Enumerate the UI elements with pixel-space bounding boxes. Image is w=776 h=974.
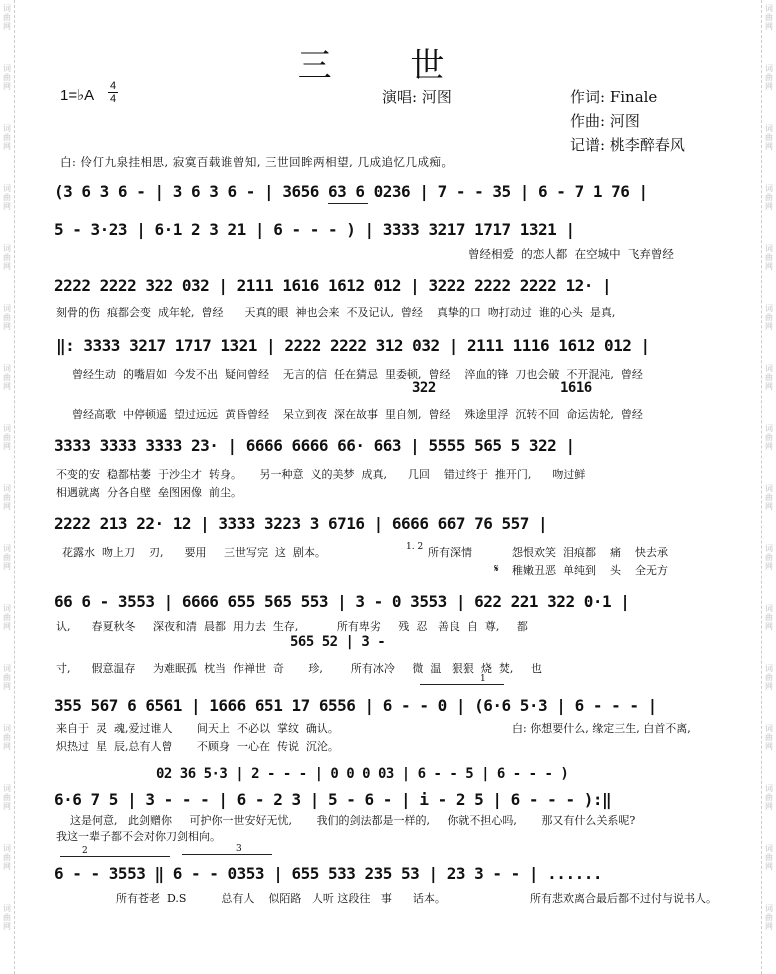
watermark-text: 词 曲 网 bbox=[765, 904, 773, 931]
lyric-row-5-verse-2: 相遇就离 分各自壁 垒图困像 前尘。 bbox=[56, 486, 242, 499]
watermark-text: 词 曲 网 bbox=[765, 784, 773, 811]
watermark-text: 词 曲 网 bbox=[765, 844, 773, 871]
singer-credit: 演唱: 河图 bbox=[382, 88, 452, 106]
key-signature: 1=♭A bbox=[60, 87, 95, 104]
lyric-row-4-verse-2: 曾经高歌 中停顿遥 望过远远 黄昏曾经 呆立到夜 深在故事 里自刎, 曾经 殊途里浮 沉转不回 命运齿轮, 曾经 bbox=[72, 408, 643, 421]
watermark-text: 词 曲 网 bbox=[3, 424, 11, 451]
watermark-text: 词 曲 网 bbox=[765, 724, 773, 751]
watermark-text: 词 曲 网 bbox=[3, 364, 11, 391]
watermark-text: 词 曲 网 bbox=[3, 124, 11, 151]
volta-bracket-1 bbox=[420, 684, 504, 685]
lyric-row-6-c: 稚嫩丑恶 单纯到 头 全无方 bbox=[512, 564, 668, 577]
watermark-text: 词 曲 网 bbox=[765, 544, 773, 571]
watermark-text: 词 曲 网 bbox=[3, 244, 11, 271]
lyric-row-2: 曾经相爱 的恋人都 在空城中 飞弃曾经 bbox=[468, 247, 674, 261]
notation-row-9-upper: 02 36 5·3 | 2 - - - | 0 0 0 03 | 6 - - 5 | 6 - - - ) bbox=[156, 766, 569, 782]
time-signature: 4 4 bbox=[109, 80, 117, 105]
composer-credit: 作曲: 河图 bbox=[570, 112, 640, 130]
watermark-text: 词 曲 网 bbox=[3, 784, 11, 811]
watermark-text: 词 曲 网 bbox=[765, 424, 773, 451]
narration-row-9-a: 这是何意, 此剑赠你 可护你一世安好无忧, 我们的剑法都是一样的, 你就不担心吗, 那又有什么关系呢? bbox=[70, 814, 636, 827]
notation-row-6: 2222 213 22· 12 | 3333 3223 3 6716 | 6666 667 76 557 | bbox=[54, 514, 548, 533]
lyric-row-6-a: 花露水 吻上刀 刃, 要用 三世写完 这 剧本。 bbox=[62, 546, 326, 559]
watermark-text: 词 曲 网 bbox=[765, 244, 773, 271]
watermark-text: 词 曲 网 bbox=[3, 304, 11, 331]
left-watermark-strip bbox=[0, 0, 15, 974]
notation-row-8: 355 567 6 6561 | 1666 651 17 6556 | 6 - - 0 | (6·6 5·3 | 6 - - - | bbox=[54, 696, 657, 715]
narration-row-9-b: 我这一辈子都不会对你刀剑相向。 bbox=[56, 830, 221, 843]
lyric-row-4-verse-1: 曾经生动 的嘴眉如 今发不出 疑问曾经 无言的信 任在猜忌 里委顿, 曾经 淬血的锋 刀也会破 不开混沌, 曾经 bbox=[72, 368, 643, 381]
watermark-text: 词 曲 网 bbox=[3, 184, 11, 211]
watermark-text: 词 曲 网 bbox=[765, 484, 773, 511]
lyric-row-6-b: 怨恨欢笑 泪痕都 痛 快去承 bbox=[512, 546, 668, 559]
watermark-text: 词 曲 网 bbox=[765, 4, 773, 31]
intro-narration: 白: 伶仃九泉挂相思, 寂寞百载谁曾知, 三世回眸两相望, 几成追忆几成痴。 bbox=[60, 155, 454, 169]
lyric-row-3: 刻骨的伤 痕都会变 成年轮, 曾经 天真的眼 神也会来 不及记认, 曾经 真挚的口 吻打动过 谁的心头 是真, bbox=[56, 306, 616, 319]
watermark-text: 词 曲 网 bbox=[765, 304, 773, 331]
watermark-text: 词 曲 网 bbox=[3, 484, 11, 511]
watermark-text: 词 曲 网 bbox=[765, 664, 773, 691]
lyric-row-6-deep: 所有深情 bbox=[428, 546, 472, 559]
segno-icon: 𝄋 bbox=[494, 562, 499, 575]
watermark-text: 词 曲 网 bbox=[3, 844, 11, 871]
watermark-text: 词 曲 网 bbox=[3, 724, 11, 751]
lyric-row-7-verse-1: 认, 春夏秋冬 深夜和清 晨都 用力去 生存, 所有卑劣 残 忍 善良 自 尊, 都 bbox=[56, 620, 528, 633]
beam-line bbox=[328, 203, 368, 204]
volta-number-3: 3 bbox=[236, 844, 242, 854]
lyric-row-8-verse-2: 炽热过 星 辰,总有人曾 不顾身 一心在 传说 沉沦。 bbox=[56, 740, 339, 753]
notation-row-3: 2222 2222 322 032 | 2111 1616 1612 012 | 3222 2222 2222 12· | bbox=[54, 276, 612, 295]
watermark-text: 词 曲 网 bbox=[765, 364, 773, 391]
volta-number-1: 1 bbox=[480, 674, 486, 684]
watermark-text: 词 曲 网 bbox=[765, 184, 773, 211]
watermark-text: 词 曲 网 bbox=[765, 64, 773, 91]
lyric-row-5-verse-1: 不变的安 稳都枯萎 于沙尘才 转身。 另一种意 义的美梦 成真, 几回 错过终于 推开门, 吻过鲜 bbox=[56, 468, 586, 481]
lyric-row-10: 所有苍老 D.S 总有人 似陌路 人听 这段往 事 话本。 bbox=[116, 892, 446, 905]
watermark-text: 词 曲 网 bbox=[3, 664, 11, 691]
narration-row-10: 所有悲欢离合最后都不过付与说书人。 bbox=[530, 892, 717, 905]
volta-bracket-2 bbox=[60, 856, 170, 857]
transcriber-credit: 记谱: 桃李醉春风 bbox=[570, 136, 685, 154]
watermark-text: 词 曲 网 bbox=[3, 4, 11, 31]
volta-1-2: 1. 2 bbox=[406, 542, 424, 552]
right-watermark-strip bbox=[761, 0, 776, 974]
narration-row-8: 白: 你想要什么, 缘定三生, 白首不离, bbox=[512, 722, 691, 735]
notation-row-2: 5 - 3·23 | 6·1 2 3 21 | 6 - - - ) | 3333 3217 1717 1321 | bbox=[54, 220, 575, 239]
volta-bracket-3 bbox=[182, 854, 272, 855]
lyric-row-7-verse-2: 寸, 假意温存 为难眠孤 枕当 作禅世 奇 珍, 所有冰冷 微 温 狠狠 烧 焚, 也 bbox=[56, 662, 542, 675]
watermark-text: 词 曲 网 bbox=[3, 604, 11, 631]
notation-row-7: 66 6 - 3553 | 6666 655 565 553 | 3 - 0 3553 | 622 221 322 0·1 | bbox=[54, 592, 630, 611]
lyricist-credit: 作词: Finale bbox=[570, 88, 658, 106]
notation-row-1: (3 6 3 6 - | 3 6 3 6 - | 3656 63 6 0236 | 7 - - 35 | 6 - 7 1 76 | bbox=[54, 182, 648, 201]
song-title: 三 世 bbox=[297, 46, 479, 86]
watermark-text: 词 曲 网 bbox=[3, 64, 11, 91]
watermark-text: 词 曲 网 bbox=[3, 904, 11, 931]
notation-row-5: 3333 3333 3333 23· | 6666 6666 66· 663 | 5555 565 5 322 | bbox=[54, 436, 575, 455]
alt-notes-322: 322 bbox=[412, 380, 436, 396]
alt-notes-row-7: 565 52 | 3 - bbox=[290, 634, 386, 650]
lyric-row-8-verse-1: 来自于 灵 魂,爱过谁人 间天上 不必以 掌纹 确认。 bbox=[56, 722, 339, 735]
alt-notes-1616: 1616 bbox=[560, 380, 592, 396]
notation-row-10: 6 - - 3553 ‖ 6 - - 0353 | 655 533 235 53 | 23 3 - - | ...... bbox=[54, 864, 602, 883]
watermark-text: 词 曲 网 bbox=[765, 604, 773, 631]
watermark-text: 词 曲 网 bbox=[3, 544, 11, 571]
notation-row-4: ‖: 3333 3217 1717 1321 | 2222 2222 312 032 | 2111 1116 1612 012 | bbox=[56, 336, 650, 355]
watermark-text: 词 曲 网 bbox=[765, 124, 773, 151]
volta-number-2: 2 bbox=[82, 846, 88, 856]
notation-row-9: 6·6 7 5 | 3 - - - | 6 - 2 3 | 5 - 6 - | i - 2 5 | 6 - - - ):‖ bbox=[54, 790, 612, 809]
